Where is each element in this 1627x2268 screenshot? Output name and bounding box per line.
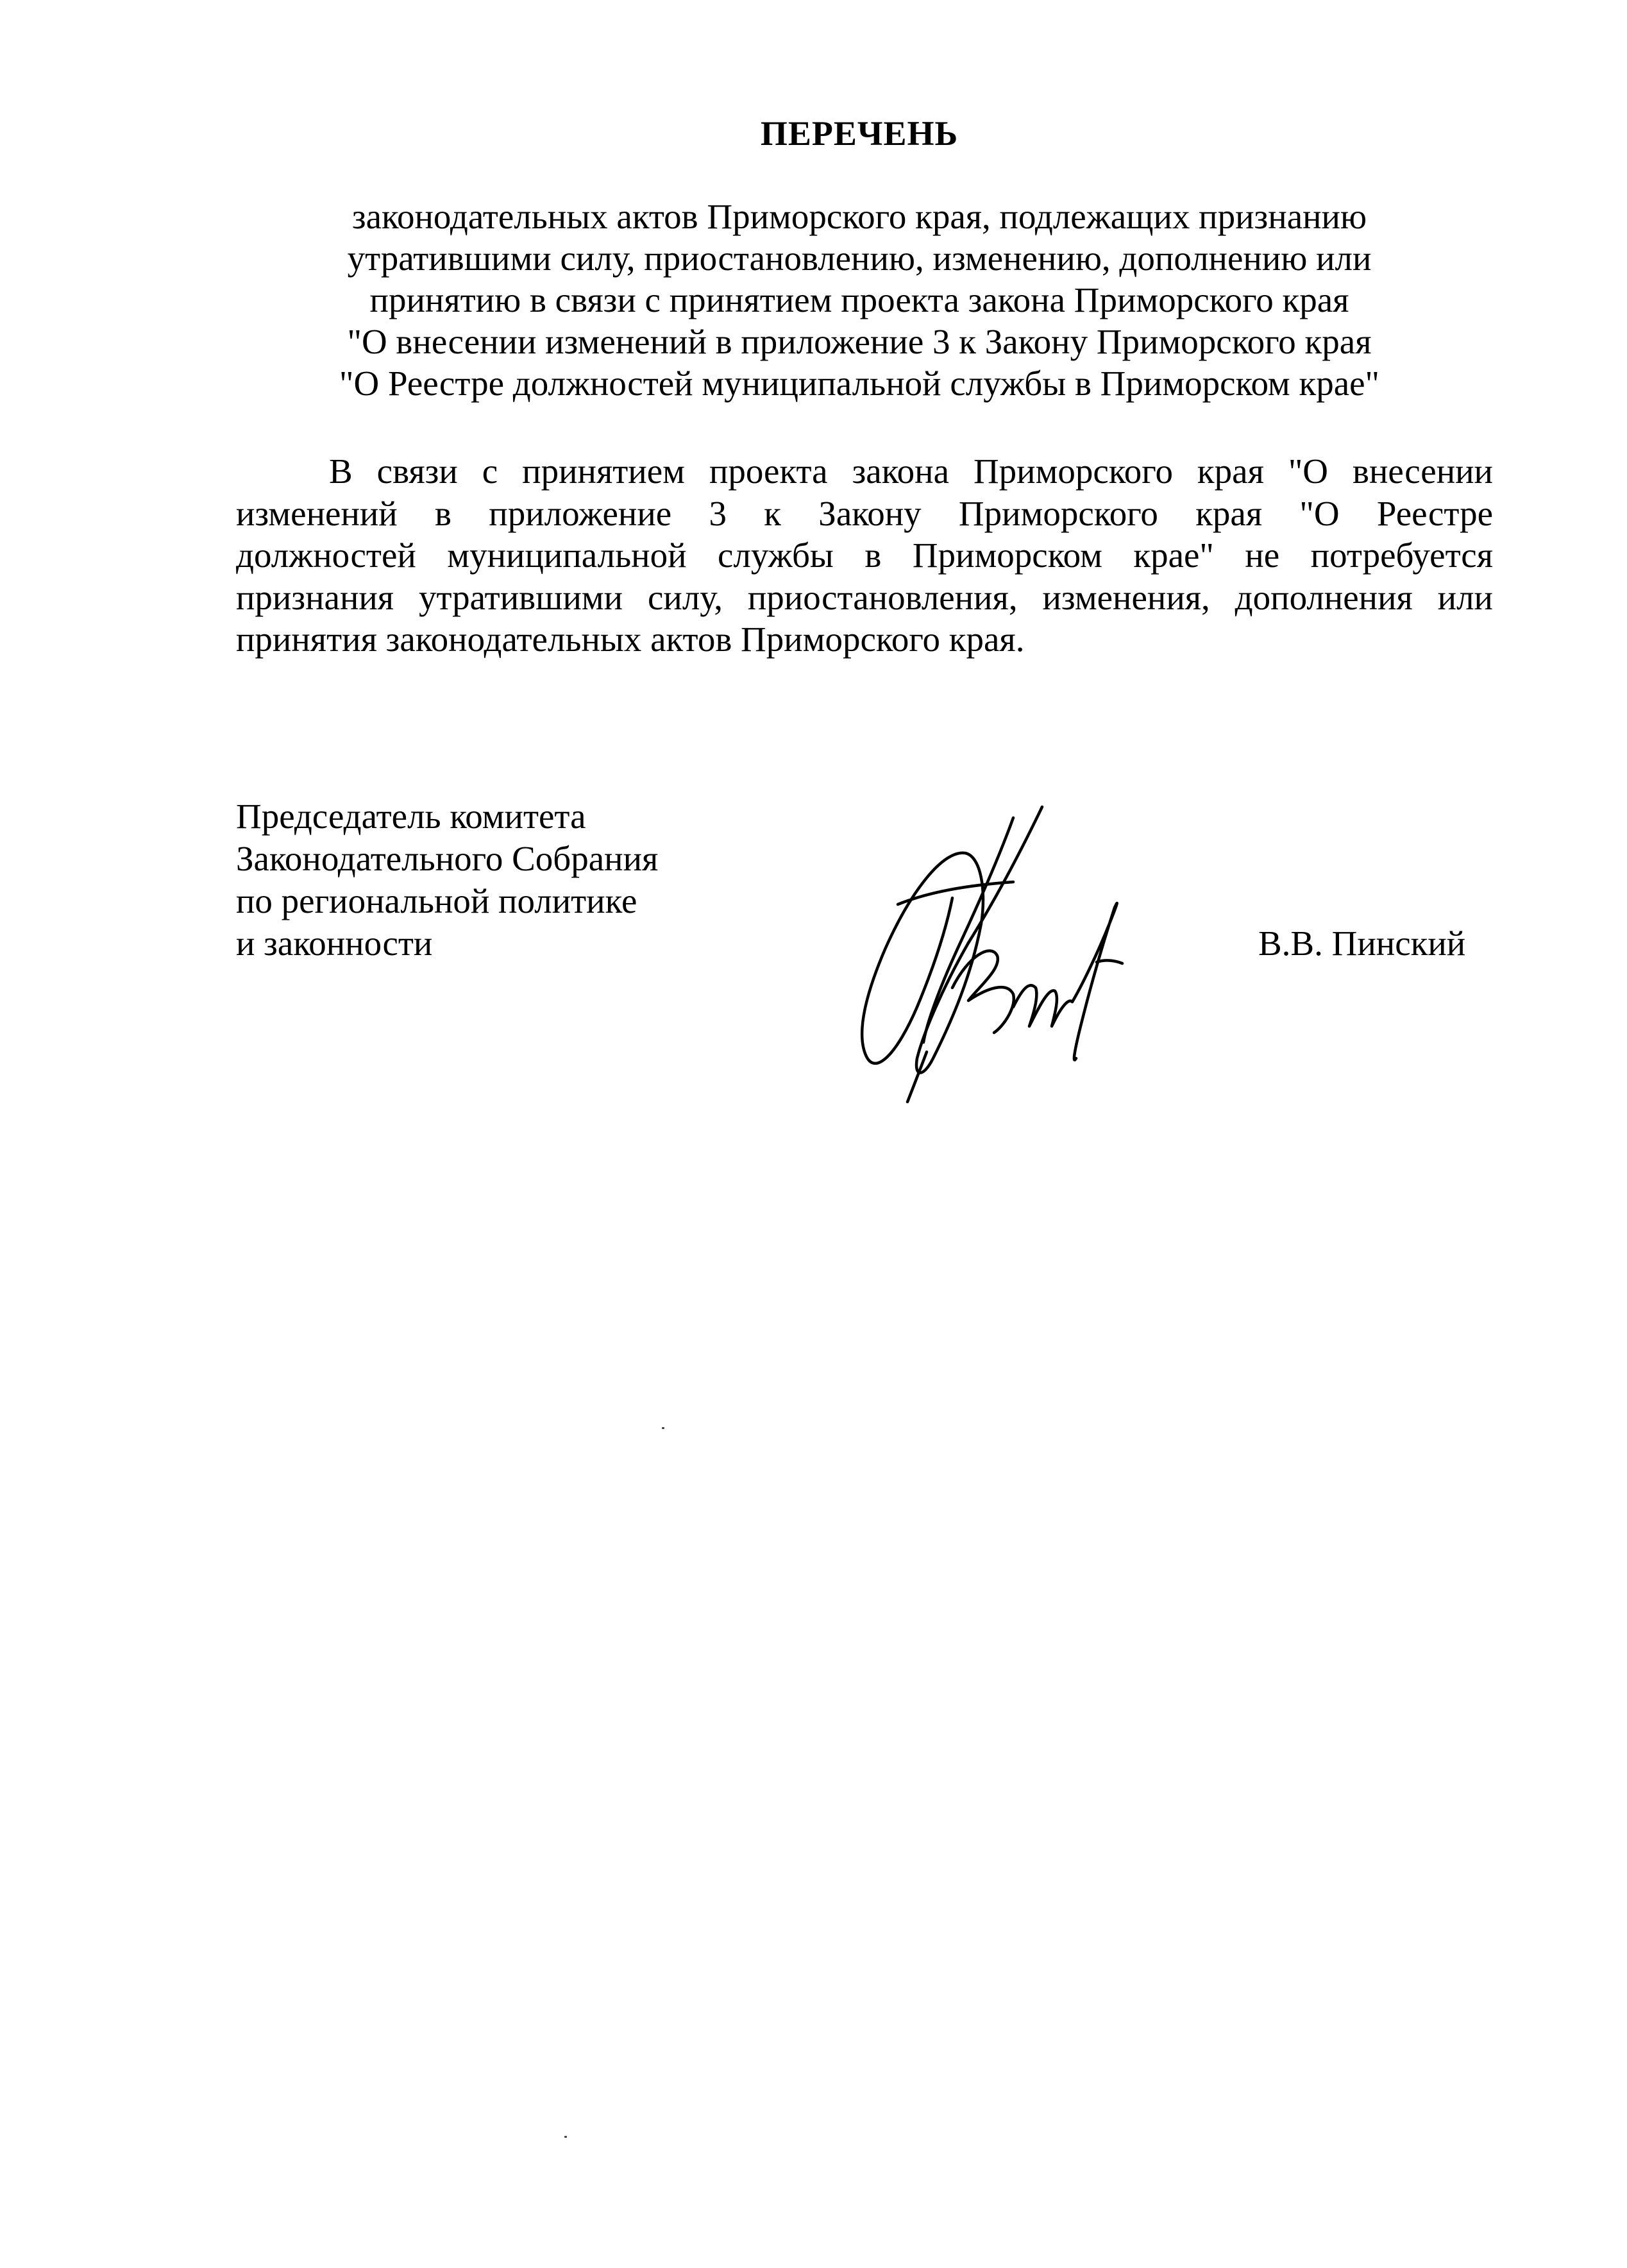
subtitle-line: "О внесении изменений в приложение 3 к Закону Приморского края bbox=[347, 322, 1372, 361]
body-line: признания утратившими силу, приостановления, изменения, дополнения или bbox=[236, 577, 1493, 617]
body-paragraph bbox=[236, 450, 1493, 661]
signer-title-line: Председатель комитета bbox=[236, 797, 586, 836]
signer-title-line: по региональной политике bbox=[236, 881, 637, 920]
scan-speck bbox=[564, 2136, 567, 2138]
body-line: изменений в приложение 3 к Закону Приморского края "О Реестре bbox=[236, 493, 1493, 533]
signer-title-line: и законности bbox=[236, 924, 433, 963]
body-line: должностей муниципальной службы в Приморском крае" не потребуется bbox=[236, 536, 1493, 575]
scan-speck bbox=[662, 1427, 664, 1429]
signer-title bbox=[236, 795, 658, 965]
signer-name: В.В. Пинский bbox=[1258, 924, 1466, 963]
document-title: ПЕРЕЧЕНЬ bbox=[760, 114, 959, 153]
document-subtitle bbox=[269, 196, 1449, 404]
signer-title-line: Законодательного Собрания bbox=[236, 839, 659, 878]
body-line: принятия законодательных актов Приморского края. bbox=[236, 620, 1025, 659]
subtitle-line: утратившими силу, приостановлению, изменению, дополнению или bbox=[347, 239, 1372, 278]
subtitle-line: принятию в связи с принятием проекта закона Приморского края bbox=[369, 280, 1349, 319]
subtitle-line: "О Реестре должностей муниципальной службы в Приморском крае" bbox=[339, 364, 1379, 403]
body-line: В связи с принятием проекта закона Приморского края "О внесении bbox=[329, 452, 1493, 491]
handwritten-signature bbox=[821, 795, 1154, 1103]
subtitle-line: законодательных актов Приморского края, подлежащих признанию bbox=[351, 197, 1367, 236]
